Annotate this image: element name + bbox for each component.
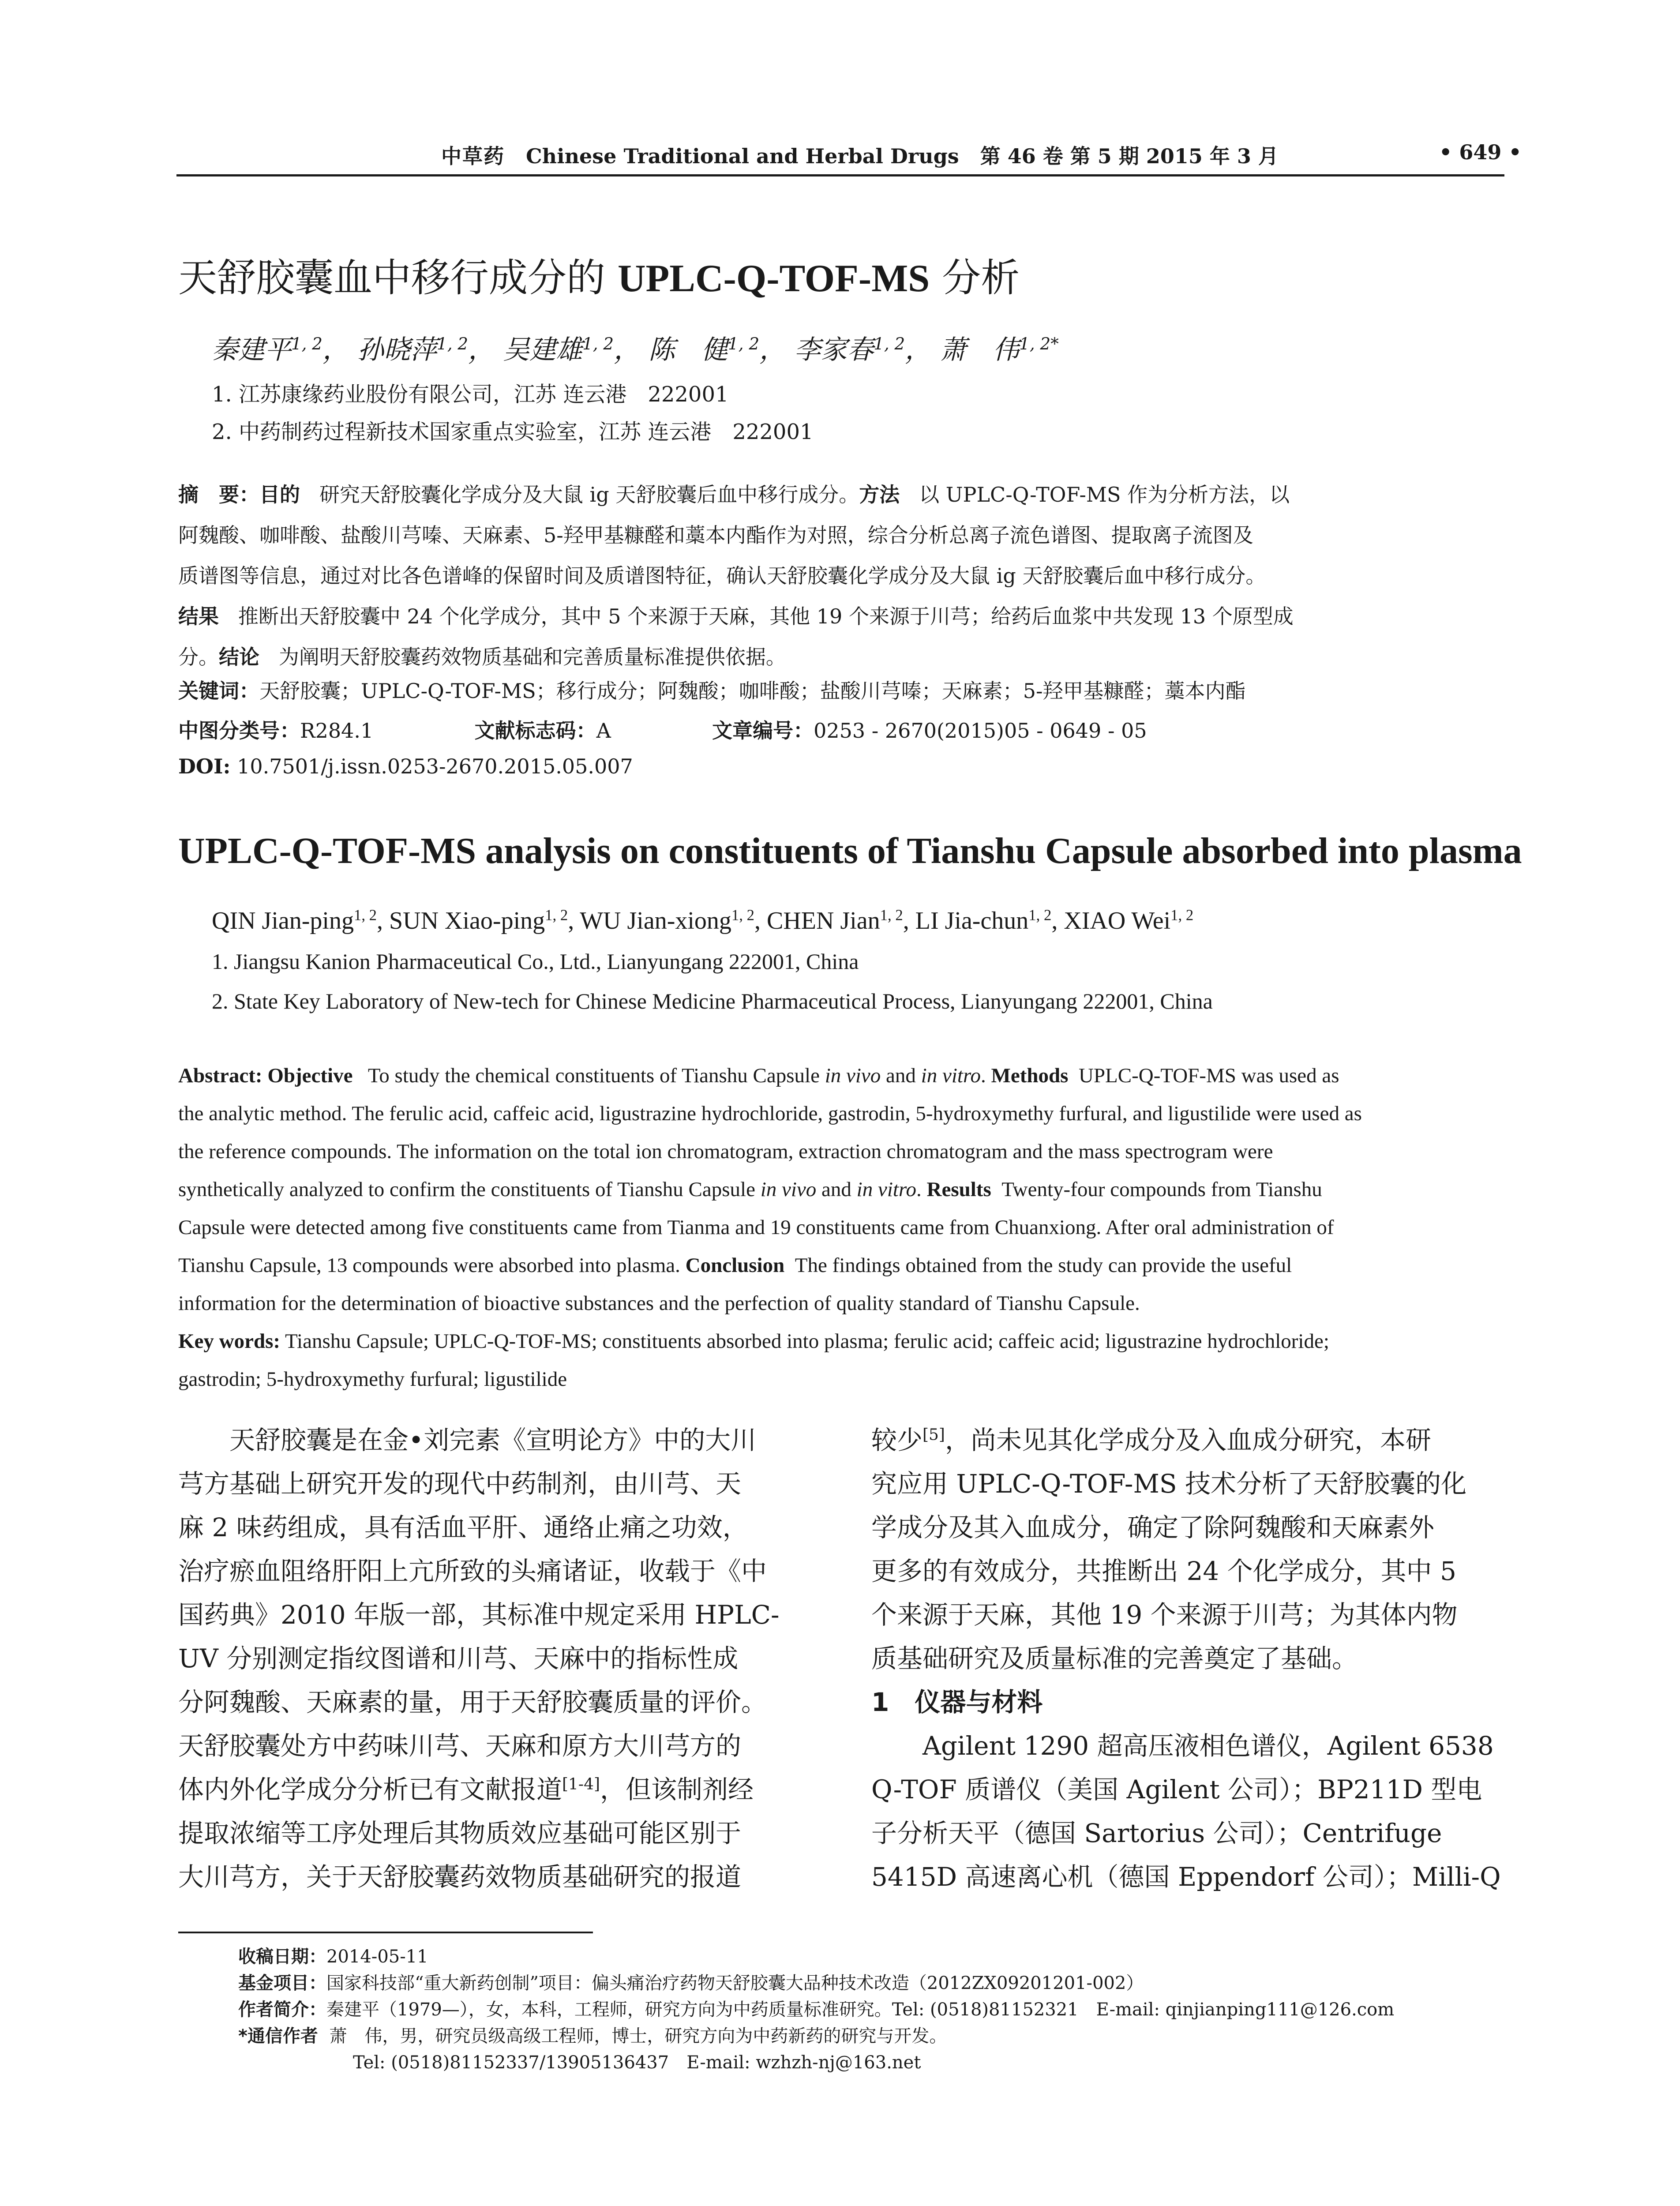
author-en: XIAO Wei$^{1, 2}$ bbox=[1064, 906, 1194, 934]
footnotes bbox=[238, 1943, 1394, 2076]
citation: [1-4] bbox=[562, 1775, 600, 1793]
body-line: Agilent 1290 超高压液相色谱仪，Agilent 6538 bbox=[922, 1731, 1494, 1761]
abstract-en-line: Abstract: Objective To study the chemical constituents of Tianshu Capsule in vivo and in vitro. Methods UPLC-Q-TOF-MS was used as bbox=[178, 1064, 1339, 1087]
abstract-cn-line: 阿魏酸、咖啡酸、盐酸川芎嗪、天麻素、5-羟甲基糠醛和藁本内酯作为对照，综合分析总离子流色谱图、提取离子流图及 bbox=[178, 523, 1253, 547]
title-en: UPLC-Q-TOF-MS analysis on constituents of Tianshu Capsule absorbed into plasma bbox=[178, 830, 1522, 871]
classification-cn: 中图分类号：R284.1 文献标志码：A 文章编号：0253 - 2670(2015)05 - 0649 - 05 bbox=[178, 719, 1147, 743]
body-line: 提取浓缩等工序处理后其物质效应基础可能区别于 bbox=[178, 1818, 742, 1848]
journal-name-en: Chinese Traditional and Herbal Drugs bbox=[526, 144, 959, 168]
footnote-corresponding-contact: Tel: (0518)81152337/13905136437 E-mail: wzhzh-nj@163.net bbox=[353, 2052, 921, 2073]
abstract-en-line: Capsule were detected among five constituents came from Tianma and 19 constituents came from Chuanxiong. After oral administration of bbox=[178, 1216, 1334, 1239]
title-cn-method: UPLC-Q-TOF-MS bbox=[618, 257, 930, 300]
abstract-cn-line: 质谱图等信息，通过对比各色谱峰的保留时间及质谱图特征，确认天舒胶囊化学成分及大鼠 ig 天舒胶囊后血中移行成分。 bbox=[178, 564, 1266, 588]
abstract-en-line: synthetically analyzed to confirm the constituents of Tianshu Capsule in vivo and in vitro. Results Twenty-four compounds from Tianshu bbox=[178, 1178, 1322, 1201]
journal-name-cn: 中草药 bbox=[441, 144, 505, 168]
body-line: 分阿魏酸、天麻素的量，用于天舒胶囊质量的评价。 bbox=[178, 1687, 767, 1717]
body-line: Q-TOF 质谱仪（美国 Agilent 公司）；BP211D 型电 bbox=[871, 1775, 1482, 1805]
footnote-fund: 基金项目：国家科技部“重大新药创制”项目：偏头痛治疗药物天舒胶囊大品种技术改造（2012ZX09201201-002） bbox=[238, 1973, 1144, 1993]
author-cn: 孙晓萍$^{1, 2}$ bbox=[357, 334, 469, 365]
keywords-en-cont: gastrodin; 5-hydroxymethy furfural; ligustilide bbox=[178, 1368, 567, 1391]
body-line: 天舒胶囊是在金•刘完素《宣明论方》中的大川 bbox=[229, 1425, 757, 1455]
author-en: CHEN Jian$^{1, 2}$ bbox=[767, 906, 903, 934]
body-line: 5415D 高速离心机（德国 Eppendorf 公司）；Milli-Q bbox=[871, 1862, 1501, 1892]
body-column-left bbox=[178, 1418, 809, 1899]
footnote-received: 收稿日期：2014-05-11 bbox=[238, 1947, 428, 1967]
author-en: WU Jian-xiong$^{1, 2}$ bbox=[580, 906, 754, 934]
body-line: 质基础研究及质量标准的完善奠定了基础。 bbox=[871, 1643, 1358, 1673]
author-en: QIN Jian-ping$^{1, 2}$ bbox=[212, 906, 377, 934]
citation: [5] bbox=[922, 1426, 945, 1444]
title-cn-suffix: 分析 bbox=[942, 255, 1020, 300]
author-cn: 李家春$^{1, 2}$ bbox=[794, 334, 905, 365]
body-line: 较少[5]，尚未见其化学成分及入血成分研究，本研 bbox=[871, 1425, 1431, 1455]
header-rule bbox=[176, 174, 1504, 176]
author-en: SUN Xiao-ping$^{1, 2}$ bbox=[389, 906, 568, 934]
body-line: 芎方基础上研究开发的现代中药制剂，由川芎、天 bbox=[178, 1469, 742, 1499]
body-line: 更多的有效成分，共推断出 24 个化学成分，其中 5 bbox=[871, 1556, 1457, 1586]
body-line: 学成分及其入血成分，确定了除阿魏酸和天麻素外 bbox=[871, 1512, 1435, 1542]
body-line: 治疗瘀血阻络肝阳上亢所致的头痛诸证，收载于《中 bbox=[178, 1556, 767, 1586]
author-cn: 陈 健$^{1, 2}$ bbox=[649, 334, 760, 365]
abstract-cn-line: 结果 推断出天舒胶囊中 24 个化学成分，其中 5 个来源于天麻，其他 19 个来源于川芎；给药后血浆中共发现 13 个原型成 bbox=[178, 604, 1294, 628]
running-header bbox=[441, 140, 1279, 169]
journal-issue: 第 46 卷 第 5 期 2015 年 3 月 bbox=[980, 144, 1279, 168]
author-cn: 萧 伟$^{1, 2*}$ bbox=[940, 334, 1059, 365]
footnote-author: 作者简介：秦建平（1979—），女，本科，工程师，研究方向为中药质量标准研究。Tel: (0518)81152321 E-mail: qinjianping111@126.com bbox=[238, 2000, 1395, 2020]
footnote-corresponding: *通信作者 萧 伟，男，研究员级高级工程师，博士，研究方向为中药新药的研究与开发。 bbox=[238, 2026, 947, 2046]
authors-cn: 秦建平$^{1, 2}$， 孙晓萍$^{1, 2}$， 吴建雄$^{1, 2}$， 陈 健$^{1, 2}$， 李家春$^{1, 2}$， 萧 伟$^{1, 2*}$ bbox=[212, 334, 1059, 365]
title-cn-prefix: 天舒胶囊血中移行成分的 bbox=[178, 255, 606, 300]
author-en: LI Jia-chun$^{1, 2}$ bbox=[915, 906, 1052, 934]
affiliation-en: 1. Jiangsu Kanion Pharmaceutical Co., Ltd., Lianyungang 222001, China bbox=[212, 949, 859, 974]
affiliation-cn: 1. 江苏康缘药业股份有限公司，江苏 连云港 222001 bbox=[212, 382, 729, 407]
page-number: • 649 • bbox=[1439, 140, 1522, 164]
affiliation-cn: 2. 中药制药过程新技术国家重点实验室，江苏 连云港 222001 bbox=[212, 420, 814, 444]
abstract-en-line: the reference compounds. The information on the total ion chromatogram, extraction chromatogram and the mass spectrogram were bbox=[178, 1140, 1273, 1163]
author-cn: 吴建雄$^{1, 2}$ bbox=[503, 334, 614, 365]
abstract-en bbox=[178, 1057, 1504, 1398]
abstract-en-line: information for the determination of bioactive substances and the perfection of quality standard of Tianshu Capsule. bbox=[178, 1292, 1140, 1315]
section-heading: 1 仪器与材料 bbox=[871, 1687, 1043, 1717]
keywords-cn: 关键词：天舒胶囊；UPLC-Q-TOF-MS；移行成分；阿魏酸；咖啡酸；盐酸川芎嗪；天麻素；5-羟甲基糠醛；藁本内酯 bbox=[178, 679, 1246, 703]
doi: DOI: 10.7501/j.issn.0253-2670.2015.05.007 bbox=[178, 754, 633, 778]
abstract-cn-line: 分。结论 为阐明天舒胶囊药效物质基础和完善质量标准提供依据。 bbox=[178, 645, 786, 669]
title-cn bbox=[178, 247, 1020, 303]
affiliation-en: 2. State Key Laboratory of New-tech for Chinese Medicine Pharmaceutical Process, Lianyungang 222001, China bbox=[212, 989, 1213, 1013]
abstract-cn bbox=[178, 474, 1504, 677]
body-line: UV 分别测定指纹图谱和川芎、天麻中的指标性成 bbox=[178, 1643, 739, 1673]
abstract-cn-line: 摘 要：目的 研究天舒胶囊化学成分及大鼠 ig 天舒胶囊后血中移行成分。方法 以 UPLC-Q-TOF-MS 作为分析方法，以 bbox=[178, 483, 1290, 506]
footnote-rule bbox=[178, 1932, 593, 1933]
body-line: 麻 2 味药组成，具有活血平肝、通络止痛之功效， bbox=[178, 1512, 748, 1542]
body-column-right bbox=[871, 1418, 1502, 1899]
body-line: 天舒胶囊处方中药味川芎、天麻和原方大川芎方的 bbox=[178, 1731, 742, 1761]
authors-en: QIN Jian-ping$^{1, 2}$, SUN Xiao-ping$^{1, 2}$, WU Jian-xiong$^{1, 2}$, CHEN Jian$^{1, 2}$, LI Jia-chun$^{1, 2}$, XIAO Wei$^{1, 2}$ bbox=[212, 906, 1194, 934]
body-line: 国药典》2010 年版一部，其标准中规定采用 HPLC- bbox=[178, 1600, 780, 1630]
body-line: 究应用 UPLC-Q-TOF-MS 技术分析了天舒胶囊的化 bbox=[871, 1469, 1467, 1499]
abstract-en-line: the analytic method. The ferulic acid, caffeic acid, ligustrazine hydrochloride, gastrodin, 5-hydroxymethy furfural, and ligustilide were used as bbox=[178, 1102, 1362, 1125]
body-line: 大川芎方，关于天舒胶囊药效物质基础研究的报道 bbox=[178, 1862, 742, 1892]
body-line: 个来源于天麻，其他 19 个来源于川芎；为其体内物 bbox=[871, 1600, 1458, 1630]
author-cn: 秦建平$^{1, 2}$ bbox=[212, 334, 322, 365]
body-line: 子分析天平（德国 Sartorius 公司）；Centrifuge bbox=[871, 1818, 1442, 1848]
abstract-en-line: Tianshu Capsule, 13 compounds were absorbed into plasma. Conclusion The findings obtained from the study can provide the useful bbox=[178, 1254, 1292, 1277]
keywords-en: Key words: Tianshu Capsule; UPLC-Q-TOF-MS; constituents absorbed into plasma; ferulic acid; caffeic acid; ligustrazine hydrochloride; bbox=[178, 1330, 1329, 1353]
body-line: 体内外化学成分分析已有文献报道[1-4]，但该制剂经 bbox=[178, 1775, 754, 1805]
